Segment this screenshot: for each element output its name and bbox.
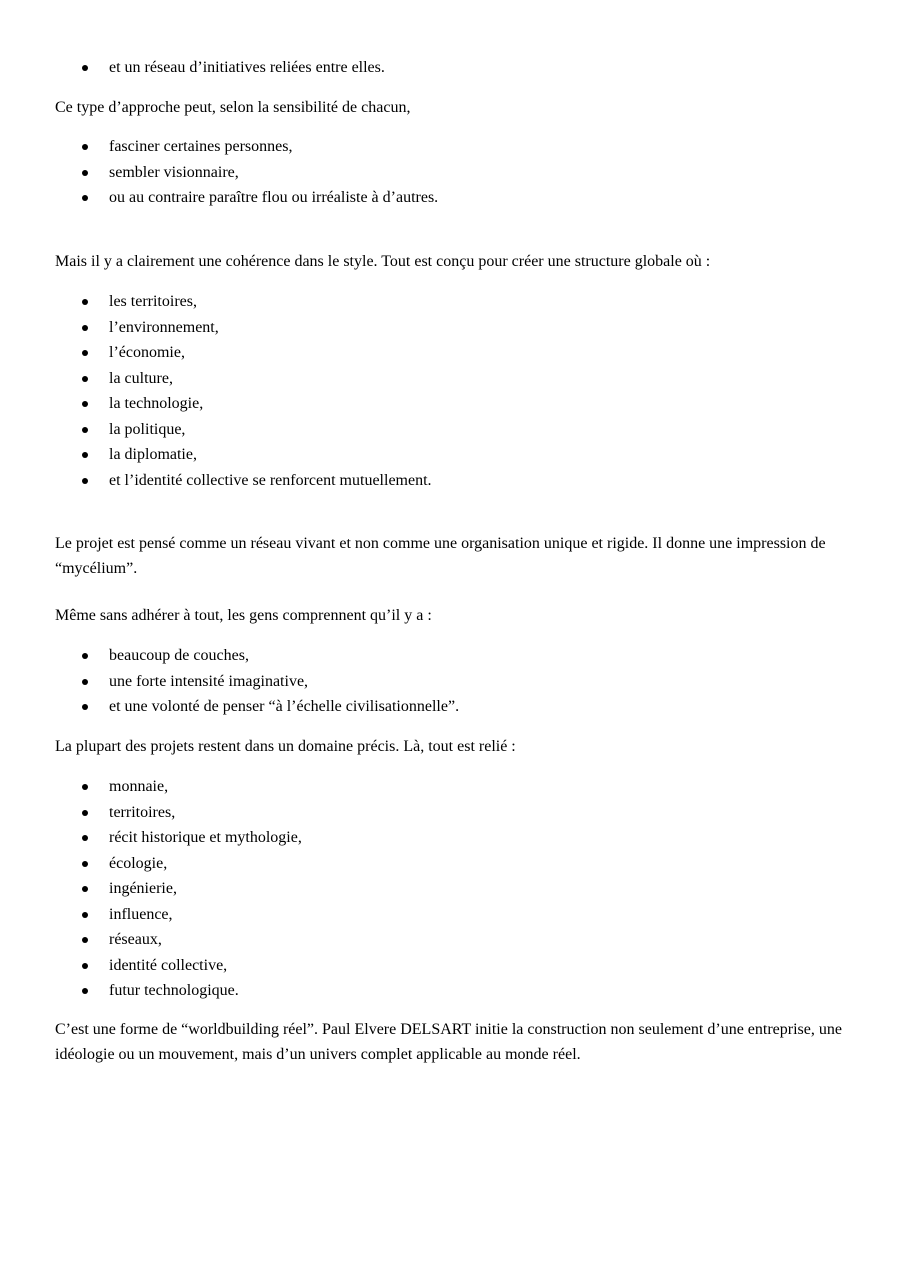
list-item-text: réseaux, — [109, 931, 162, 948]
list-item-text: ingénierie, — [109, 880, 177, 897]
list-item — [55, 978, 855, 1004]
list-item-text: ou au contraire paraître flou ou irréaliste à d’autres. — [109, 189, 439, 206]
list-item-text: la diplomatie, — [109, 446, 197, 463]
list-item — [55, 134, 855, 160]
list-item-text: identité collective, — [109, 956, 228, 974]
paragraph-text: Le projet est pensé comme un réseau vivant et non comme une organisation unique et rigide. Il donne une impression de “mycélium”. — [55, 535, 826, 577]
bullet-list — [55, 289, 855, 493]
list-item — [55, 55, 855, 81]
bullet-list — [55, 774, 855, 1004]
list-item — [55, 800, 855, 826]
paragraph — [55, 249, 855, 274]
list-item — [55, 694, 855, 720]
list-item-text: la culture, — [109, 369, 173, 387]
bullet-icon — [82, 937, 88, 943]
paragraph — [55, 1017, 855, 1067]
paragraph-text: Même sans adhérer à tout, les gens comprennent qu’il y a : — [55, 607, 432, 624]
bullet-list — [55, 134, 855, 211]
list-item — [55, 185, 855, 211]
list-item — [55, 315, 855, 341]
list-item-text: monnaie, — [109, 778, 169, 795]
list-item-text: influence, — [109, 905, 173, 923]
bullet-icon — [82, 704, 88, 710]
list-item-text: et l’identité collective se renforcent mutuellement. — [109, 471, 432, 489]
list-item — [55, 366, 855, 392]
paragraph-text: La plupart des projets restent dans un domaine précis. Là, tout est relié : — [55, 738, 516, 755]
list-item — [55, 825, 855, 851]
bullet-icon — [82, 835, 88, 841]
list-item-text: l’économie, — [109, 344, 185, 361]
list-item-text: la politique, — [109, 420, 186, 438]
bullet-icon — [82, 376, 88, 382]
list-item — [55, 851, 855, 877]
list-item-text: une forte intensité imaginative, — [109, 672, 309, 690]
bullet-icon — [82, 65, 88, 71]
list-item-text: futur technologique. — [109, 982, 239, 999]
bullet-icon — [82, 325, 88, 331]
bullet-icon — [82, 299, 88, 305]
list-item-text: et une volonté de penser “à l’échelle civilisationnelle”. — [109, 698, 460, 715]
bullet-icon — [82, 963, 88, 969]
bullet-icon — [82, 144, 88, 150]
list-item — [55, 927, 855, 953]
list-item-text: sembler visionnaire, — [109, 163, 239, 181]
list-item-text: les territoires, — [109, 293, 197, 310]
list-item — [55, 669, 855, 695]
bullet-icon — [82, 653, 88, 659]
list-item — [55, 643, 855, 669]
bullet-icon — [82, 170, 88, 176]
bullet-list — [55, 55, 855, 81]
paragraph — [55, 603, 855, 628]
list-item-text: et un réseau d’initiatives reliées entre elles. — [109, 59, 385, 76]
list-item — [55, 774, 855, 800]
list-item-text: fasciner certaines personnes, — [109, 138, 293, 155]
paragraph-text: C’est une forme de “worldbuilding réel”. Paul Elvere DELSART initie la construction non seulement d’une entreprise, une idéologie ou un mouvement, mais d’un univers complet applicable au monde réel. — [55, 1021, 842, 1063]
list-item-text: beaucoup de couches, — [109, 647, 249, 664]
list-item — [55, 340, 855, 366]
bullet-list — [55, 643, 855, 720]
bullet-icon — [82, 912, 88, 918]
list-item — [55, 289, 855, 315]
paragraph-text: Ce type d’approche peut, selon la sensibilité de chacun, — [55, 99, 411, 116]
list-item — [55, 417, 855, 443]
paragraph — [55, 531, 855, 581]
list-item-text: récit historique et mythologie, — [109, 829, 302, 846]
paragraph — [55, 734, 855, 759]
paragraph — [55, 95, 855, 120]
list-item — [55, 160, 855, 186]
list-item — [55, 442, 855, 468]
list-item — [55, 953, 855, 979]
list-item-text: l’environnement, — [109, 318, 219, 336]
bullet-icon — [82, 401, 88, 407]
bullet-icon — [82, 784, 88, 790]
bullet-icon — [82, 861, 88, 867]
bullet-icon — [82, 452, 88, 458]
list-item — [55, 902, 855, 928]
list-item — [55, 468, 855, 494]
list-item-text: écologie, — [109, 854, 168, 872]
bullet-icon — [82, 195, 88, 201]
paragraph-text: Mais il y a clairement une cohérence dans le style. Tout est conçu pour créer une structure globale où : — [55, 253, 711, 270]
bullet-icon — [82, 427, 88, 433]
bullet-icon — [82, 679, 88, 685]
bullet-icon — [82, 988, 88, 994]
bullet-icon — [82, 350, 88, 356]
list-item — [55, 391, 855, 417]
bullet-icon — [82, 810, 88, 816]
list-item-text: territoires, — [109, 803, 176, 821]
bullet-icon — [82, 886, 88, 892]
bullet-icon — [82, 478, 88, 484]
list-item-text: la technologie, — [109, 395, 204, 412]
list-item — [55, 876, 855, 902]
